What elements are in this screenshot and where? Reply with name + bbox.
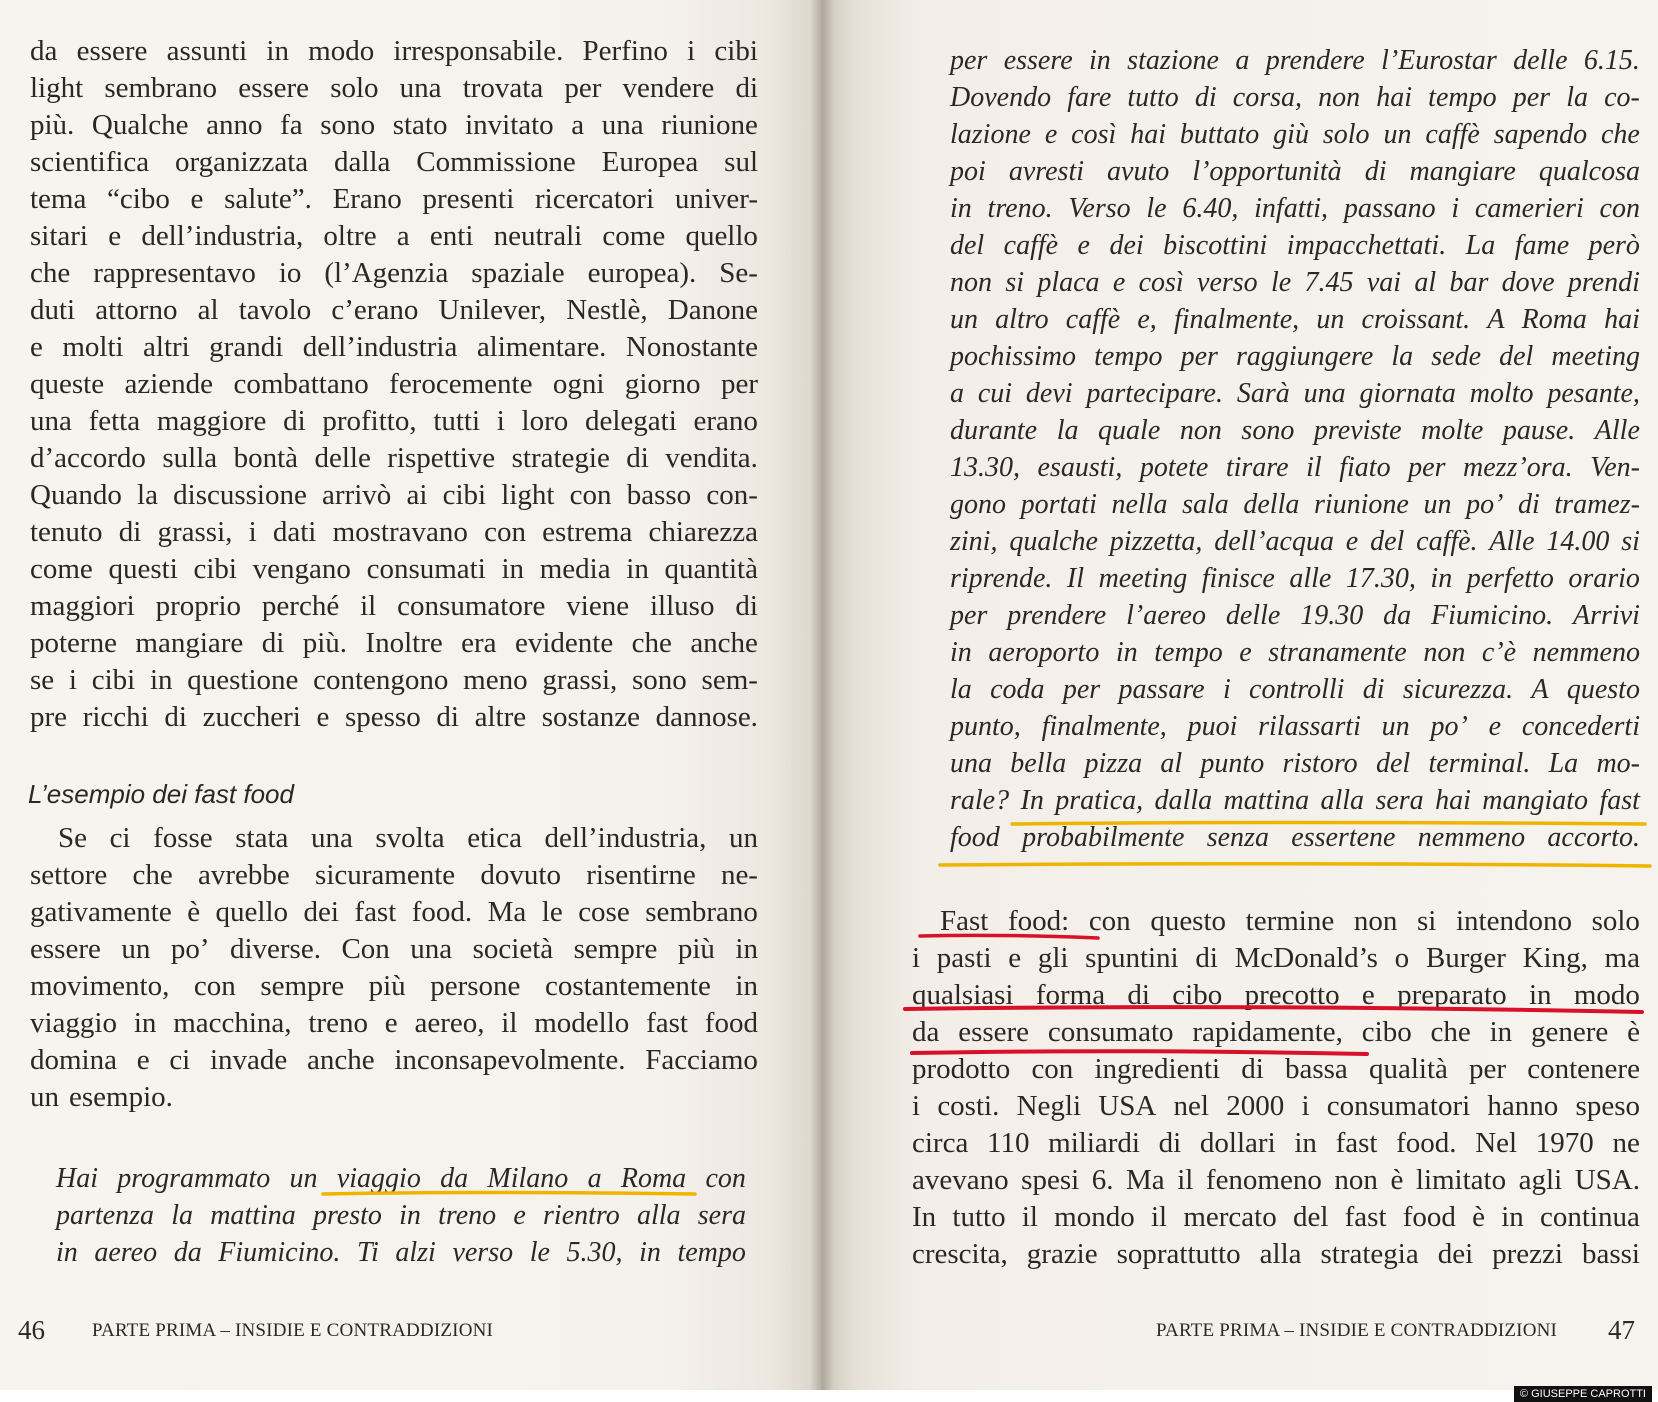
text-line: da essere consumato rapidamente, cibo che in genere è — [912, 1016, 1640, 1048]
text-line: essere un po’ diverse. Con una società sempre più in — [30, 933, 758, 965]
text-line: circa 110 miliardi di dollari in fast food. Nel 1970 ne — [912, 1127, 1640, 1159]
text-line: domina e ci invade anche inconsapevolmente. Facciamo — [30, 1044, 758, 1076]
text-line: un esempio. — [30, 1081, 173, 1113]
text-line: sitari e dell’industria, oltre a enti neutrali come quello — [30, 220, 758, 252]
text-line: Se ci fosse stata una svolta etica dell’industria, un — [58, 822, 758, 854]
text-line: durante la quale non sono previste molte pause. Alle — [950, 415, 1640, 446]
book-gutter — [810, 0, 834, 1390]
subheading: L’esempio dei fast food — [28, 779, 294, 809]
text-line: Fast food: con questo termine non si intendono solo — [940, 905, 1640, 937]
text-line: Quando la discussione arrivò ai cibi light con basso con- — [30, 479, 758, 511]
text-line: in treno. Verso le 6.40, infatti, passano i camerieri con — [950, 193, 1640, 224]
text-line: pochissimo tempo per raggiungere la sede del meeting — [950, 341, 1640, 372]
right-body-text — [912, 903, 1640, 1273]
left-italic-block — [56, 1160, 746, 1271]
text-line: queste aziende combattano ferocemente ogni giorno per — [30, 368, 758, 400]
text-line: la coda per passare i controlli di sicurezza. A questo — [950, 674, 1640, 705]
text-line: gono portati nella sala della riunione un po’ di tramez- — [950, 489, 1640, 520]
text-line: gativamente è quello dei fast food. Ma le cose sembrano — [30, 896, 758, 928]
text-line: poterne mangiare di più. Inoltre era evidente che anche — [30, 627, 758, 659]
text-line: prodotto con ingredienti di bassa qualità per contenere — [912, 1053, 1640, 1085]
text-line: da essere assunti in modo irresponsabile. Perfino i cibi — [30, 35, 758, 67]
text-line: crescita, grazie soprattutto alla strategia dei prezzi bassi — [912, 1238, 1640, 1270]
text-line: 13.30, esausti, potete tirare il fiato per mezz’ora. Ven- — [950, 452, 1640, 483]
text-line: viaggio in macchina, treno e aereo, il modello fast food — [30, 1007, 758, 1039]
text-line: settore che avrebbe sicuramente dovuto risentirne ne- — [30, 859, 758, 891]
text-line: un altro caffè e, finalmente, un croissant. A Roma hai — [950, 304, 1640, 335]
text-line: movimento, con sempre più persone costantemente in — [30, 970, 758, 1002]
running-footer-right: PARTE PRIMA – INSIDIE E CONTRADDIZIONI — [1156, 1320, 1558, 1341]
text-line: Dovendo fare tutto di corsa, non hai tempo per la co- — [950, 82, 1640, 113]
text-line: maggiori proprio perché il consumatore viene illuso di — [30, 590, 758, 622]
running-footer-left: PARTE PRIMA – INSIDIE E CONTRADDIZIONI — [92, 1320, 494, 1341]
text-line: poi avresti avuto l’opportunità di mangiare qualcosa — [950, 156, 1640, 187]
text-line: rale? In pratica, dalla mattina alla sera hai mangiato fast — [950, 785, 1640, 816]
text-line: avevano spesi 6. Ma il fenomeno non è limitato agli USA. — [912, 1164, 1640, 1196]
text-line: light sembrano essere solo una trovata per vendere di — [30, 72, 758, 104]
page-number-left: 46 — [18, 1315, 45, 1345]
text-line: a cui devi partecipare. Sarà una giornata molto pesante, — [950, 378, 1640, 409]
text-line: food probabilmente senza essertene nemmeno accorto. — [950, 822, 1640, 853]
left-paragraph-2 — [30, 820, 758, 1116]
text-line: qualsiasi forma di cibo precotto e preparato in modo — [912, 979, 1640, 1011]
text-line: scientifica organizzata dalla Commissione Europea sul — [30, 146, 758, 178]
text-line: Hai programmato un viaggio da Milano a Roma con — [56, 1163, 746, 1194]
text-line: punto, finalmente, puoi rilassarti un po’ e concederti — [950, 711, 1640, 742]
text-line: in aereo da Fiumicino. Ti alzi verso le 5.30, in tempo — [56, 1237, 746, 1268]
text-line: per essere in stazione a prendere l’Eurostar delle 6.15. — [950, 45, 1640, 76]
text-line: riprende. Il meeting finisce alle 17.30, in perfetto orario — [950, 563, 1640, 594]
text-line: più. Qualche anno fa sono stato invitato a una riunione — [30, 109, 758, 141]
text-line: se i cibi in questione contengono meno grassi, sono sem- — [30, 664, 758, 696]
text-line: duti attorno al tavolo c’erano Unilever, Nestlè, Danone — [30, 294, 758, 326]
text-line: tema “cibo e salute”. Erano presenti ricercatori univer- — [30, 183, 758, 215]
text-line: tenuto di grassi, i dati mostravano con estrema chiarezza — [30, 516, 758, 548]
text-line: una fetta maggiore di profitto, tutti i loro delegati erano — [30, 405, 758, 437]
text-line: in aeroporto in tempo e stranamente non c’è nemmeno — [950, 637, 1640, 668]
text-line: del caffè e dei biscottini impacchettati. La fame però — [950, 230, 1640, 261]
text-line: una bella pizza al punto ristoro del terminal. La mo- — [950, 748, 1640, 779]
text-line: partenza la mattina presto in treno e rientro alla sera — [56, 1200, 746, 1231]
text-line: e molti altri grandi dell’industria alimentare. Nonostante — [30, 331, 758, 363]
text-line: che rappresentavo io (l’Agenzia spaziale europea). Se- — [30, 257, 758, 289]
text-line: non si placa e così verso le 7.45 vai al bar dove prendi — [950, 267, 1640, 298]
page-number-right: 47 — [1608, 1315, 1635, 1345]
text-line: per prendere l’aereo delle 19.30 da Fiumicino. Arrivi — [950, 600, 1640, 631]
text-line: pre ricchi di zuccheri e spesso di altre sostanze dannose. — [30, 701, 758, 733]
text-line: d’accordo sulla bontà delle rispettive strategie di vendita. — [30, 442, 758, 474]
right-italic-block — [950, 42, 1640, 856]
text-line: In tutto il mondo il mercato del fast food è in continua — [912, 1201, 1640, 1233]
text-line: lazione e così hai buttato giù solo un caffè sapendo che — [950, 119, 1640, 150]
copyright-credit: © GIUSEPPE CAPROTTI — [1514, 1386, 1652, 1402]
text-line: i costi. Negli USA nel 2000 i consumatori hanno speso — [912, 1090, 1640, 1122]
text-line: i pasti e gli spuntini di McDonald’s o Burger King, ma — [912, 942, 1640, 974]
text-line: come questi cibi vengano consumati in media in quantità — [30, 553, 758, 585]
text-line: zini, qualche pizzetta, dell’acqua e del caffè. Alle 14.00 si — [950, 526, 1640, 557]
left-paragraph-1 — [30, 33, 758, 736]
